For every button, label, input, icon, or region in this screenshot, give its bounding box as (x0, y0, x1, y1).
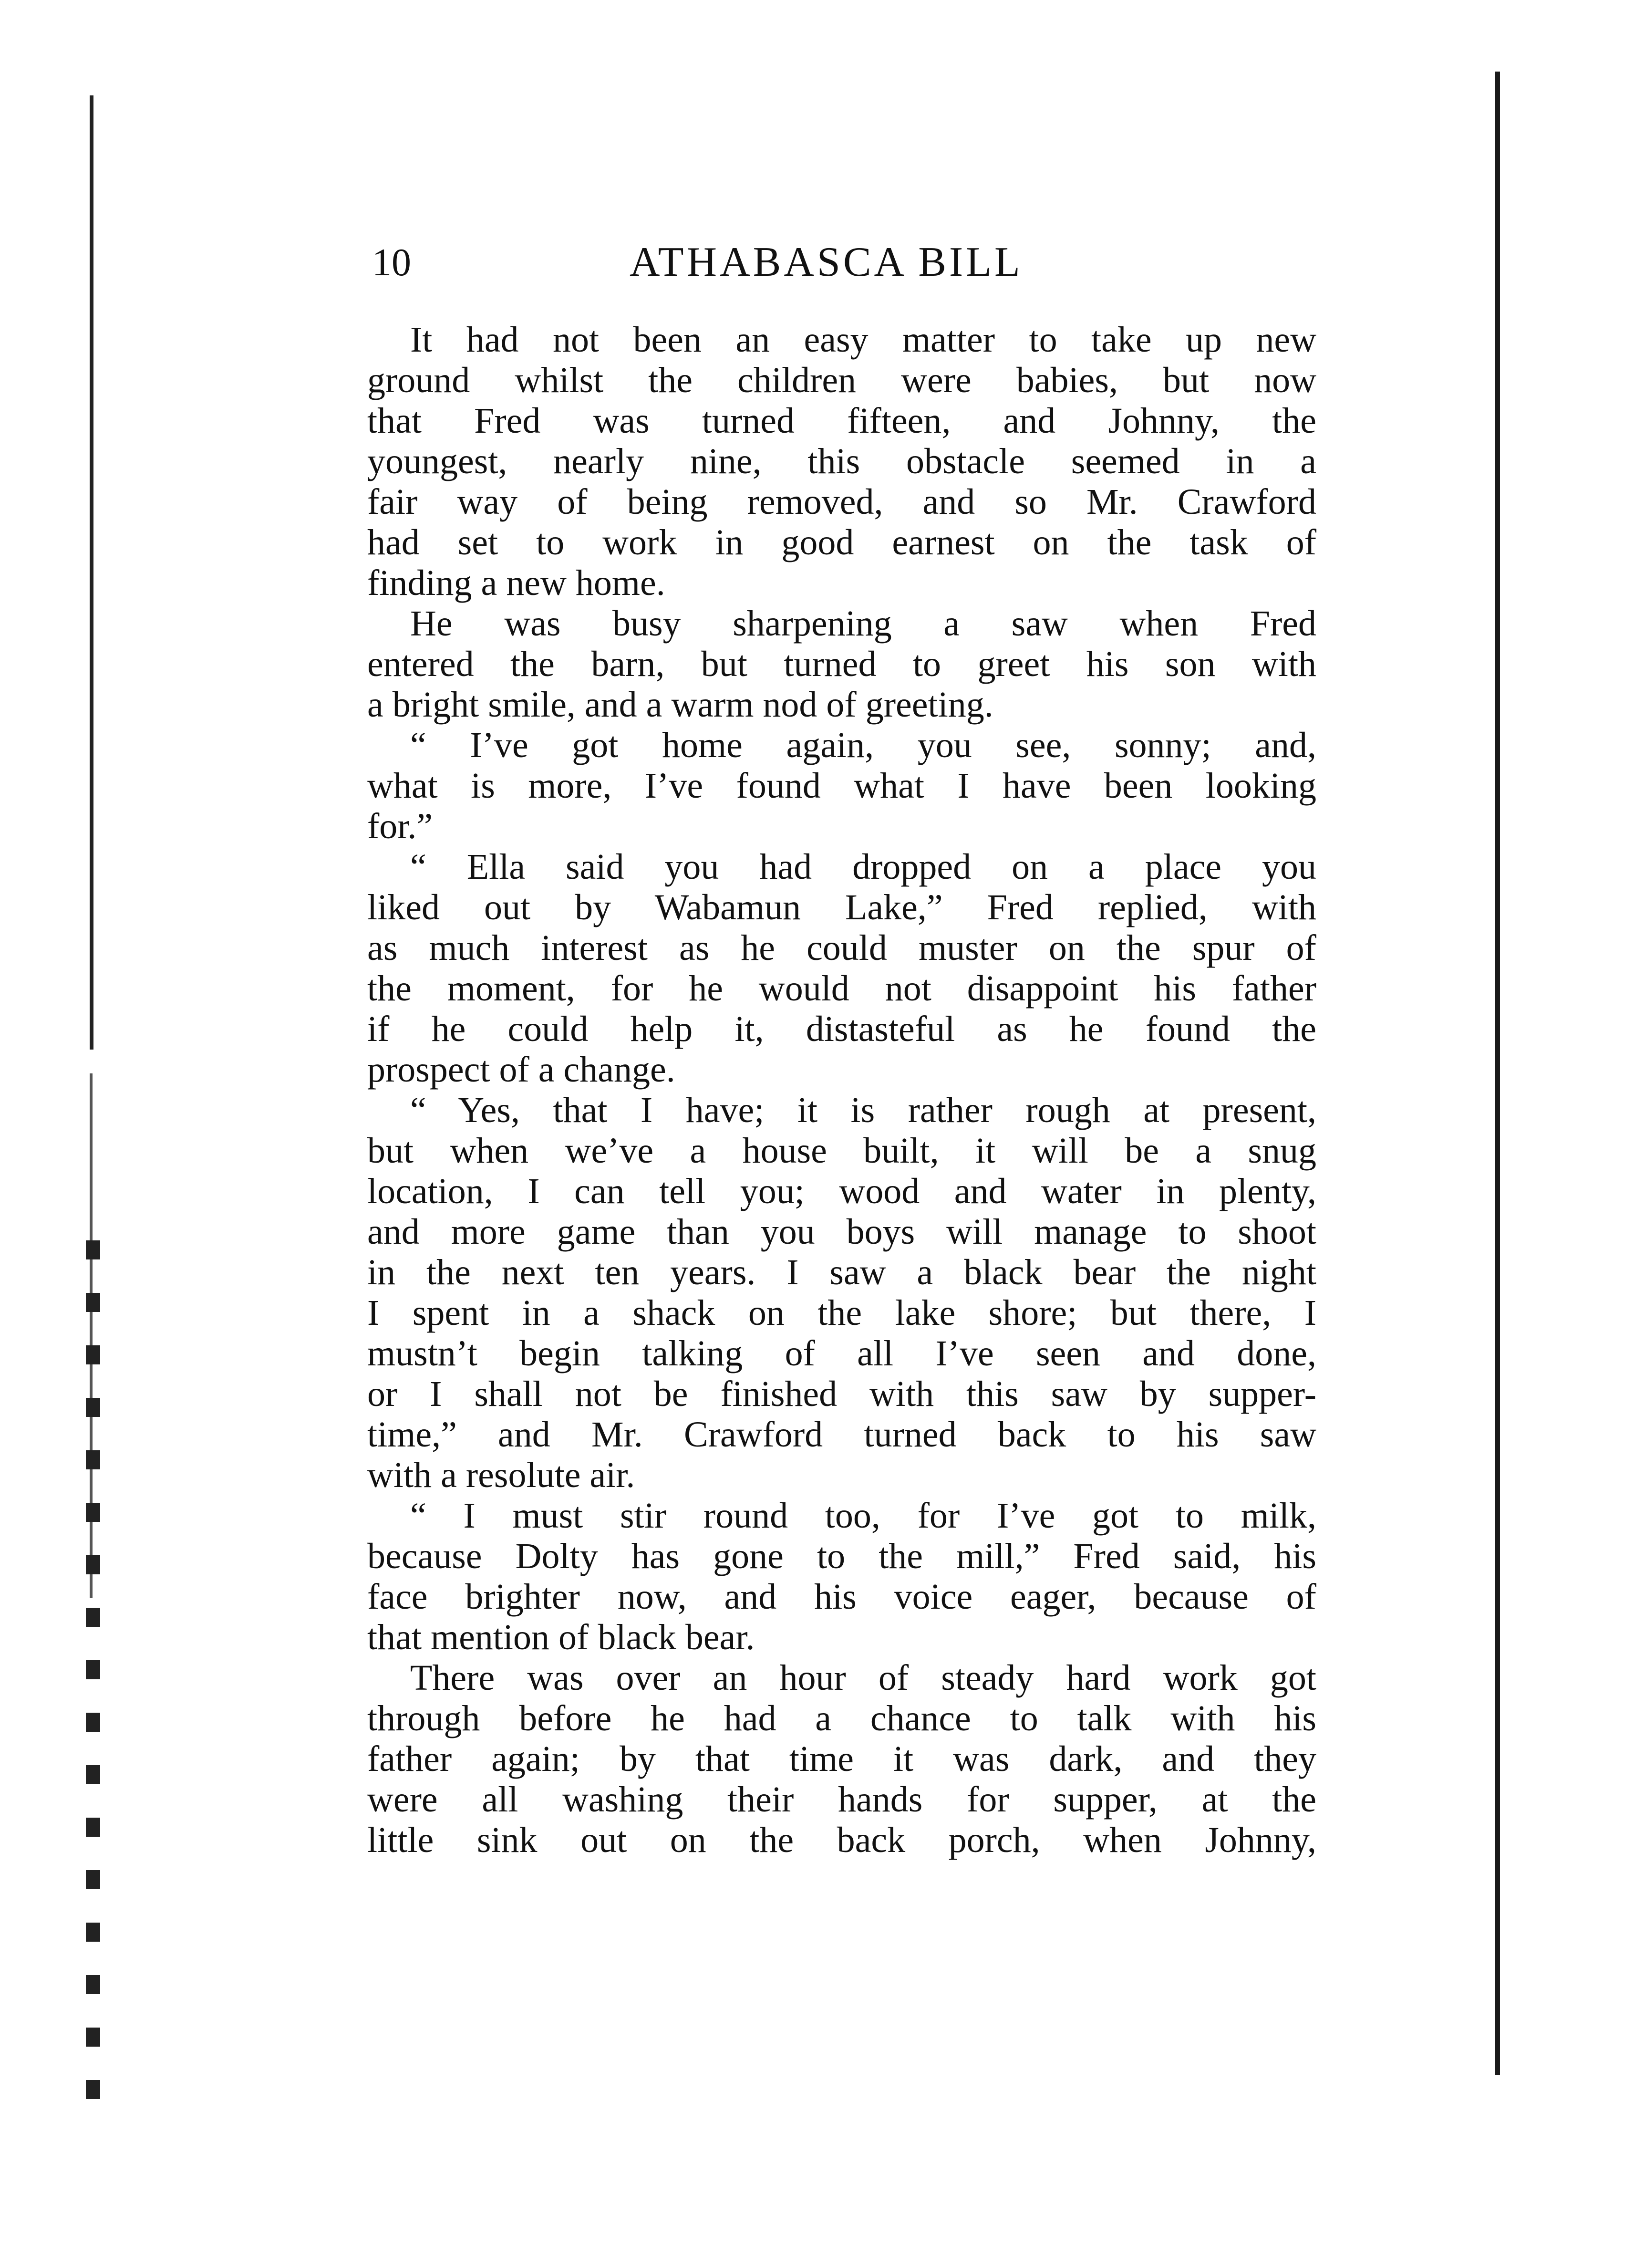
text-line: for.” (367, 806, 433, 846)
text-line: fair way of being removed, and so Mr. Crawford (367, 482, 1316, 522)
text-line: It had not been an easy matter to take up new (410, 320, 1316, 360)
text-line: that Fred was turned fifteen, and Johnny, the (367, 401, 1316, 441)
text-line: if he could help it, distasteful as he found the (367, 1009, 1316, 1049)
body-text (367, 320, 1316, 1861)
text-line: little sink out on the back porch, when Johnny, (367, 1820, 1316, 1860)
text-line: time,” and Mr. Crawford turned back to his saw (367, 1415, 1316, 1455)
text-line: “ Yes, that I have; it is rather rough at present, (410, 1090, 1316, 1130)
text-line: youngest, nearly nine, this obstacle seemed in a (367, 441, 1316, 481)
text-line: “ I’ve got home again, you see, sonny; and, (410, 725, 1316, 765)
text-line: “ Ella said you had dropped on a place you (410, 847, 1316, 887)
book-title: ATHABASCA BILL (630, 239, 1023, 285)
text-line: were all washing their hands for supper, at the (367, 1779, 1316, 1820)
text-line: in the next ten years. I saw a black bear the night (367, 1252, 1316, 1292)
text-line: what is more, I’ve found what I have been looking (367, 766, 1316, 806)
text-line: a bright smile, and a warm nod of greeting. (367, 685, 993, 725)
text-line: He was busy sharpening a saw when Fred (410, 603, 1316, 644)
text-line: face brighter now, and his voice eager, because of (367, 1577, 1316, 1617)
running-head (367, 229, 1083, 301)
text-line: the moment, for he would not disappoint his father (367, 968, 1316, 1009)
text-line: finding a new home. (367, 563, 665, 603)
text-line: had set to work in good earnest on the task of (367, 522, 1316, 562)
text-line: mustn’t begin talking of all I’ve seen and done, (367, 1333, 1316, 1373)
text-line: that mention of black bear. (367, 1617, 755, 1657)
scan-edge-rule-right (1495, 72, 1500, 2075)
text-line: with a resolute air. (367, 1455, 635, 1495)
text-line: There was over an hour of steady hard work got (410, 1658, 1316, 1698)
text-line: or I shall not be finished with this saw by supper- (367, 1374, 1316, 1414)
text-line: location, I can tell you; wood and water in plenty, (367, 1171, 1316, 1211)
text-line: father again; by that time it was dark, and they (367, 1739, 1316, 1779)
text-line: entered the barn, but turned to greet his son with (367, 644, 1316, 684)
scan-edge-rule-left (90, 95, 93, 1050)
text-line: but when we’ve a house built, it will be a snug (367, 1131, 1316, 1171)
text-line: I spent in a shack on the lake shore; but there, I (367, 1293, 1316, 1333)
text-line: and more game than you boys will manage to shoot (367, 1212, 1316, 1252)
text-line: “ I must stir round too, for I’ve got to milk, (410, 1496, 1316, 1536)
text-line: liked out by Wabamun Lake,” Fred replied, with (367, 887, 1316, 927)
scan-edge-marks (86, 1240, 100, 2099)
text-line: prospect of a change. (367, 1050, 675, 1090)
text-line: as much interest as he could muster on the spur of (367, 928, 1316, 968)
text-line: through before he had a chance to talk with his (367, 1698, 1316, 1738)
page-number: 10 (372, 240, 411, 284)
text-line: because Dolty has gone to the mill,” Fred said, his (367, 1536, 1316, 1576)
text-line: ground whilst the children were babies, but now (367, 360, 1316, 400)
